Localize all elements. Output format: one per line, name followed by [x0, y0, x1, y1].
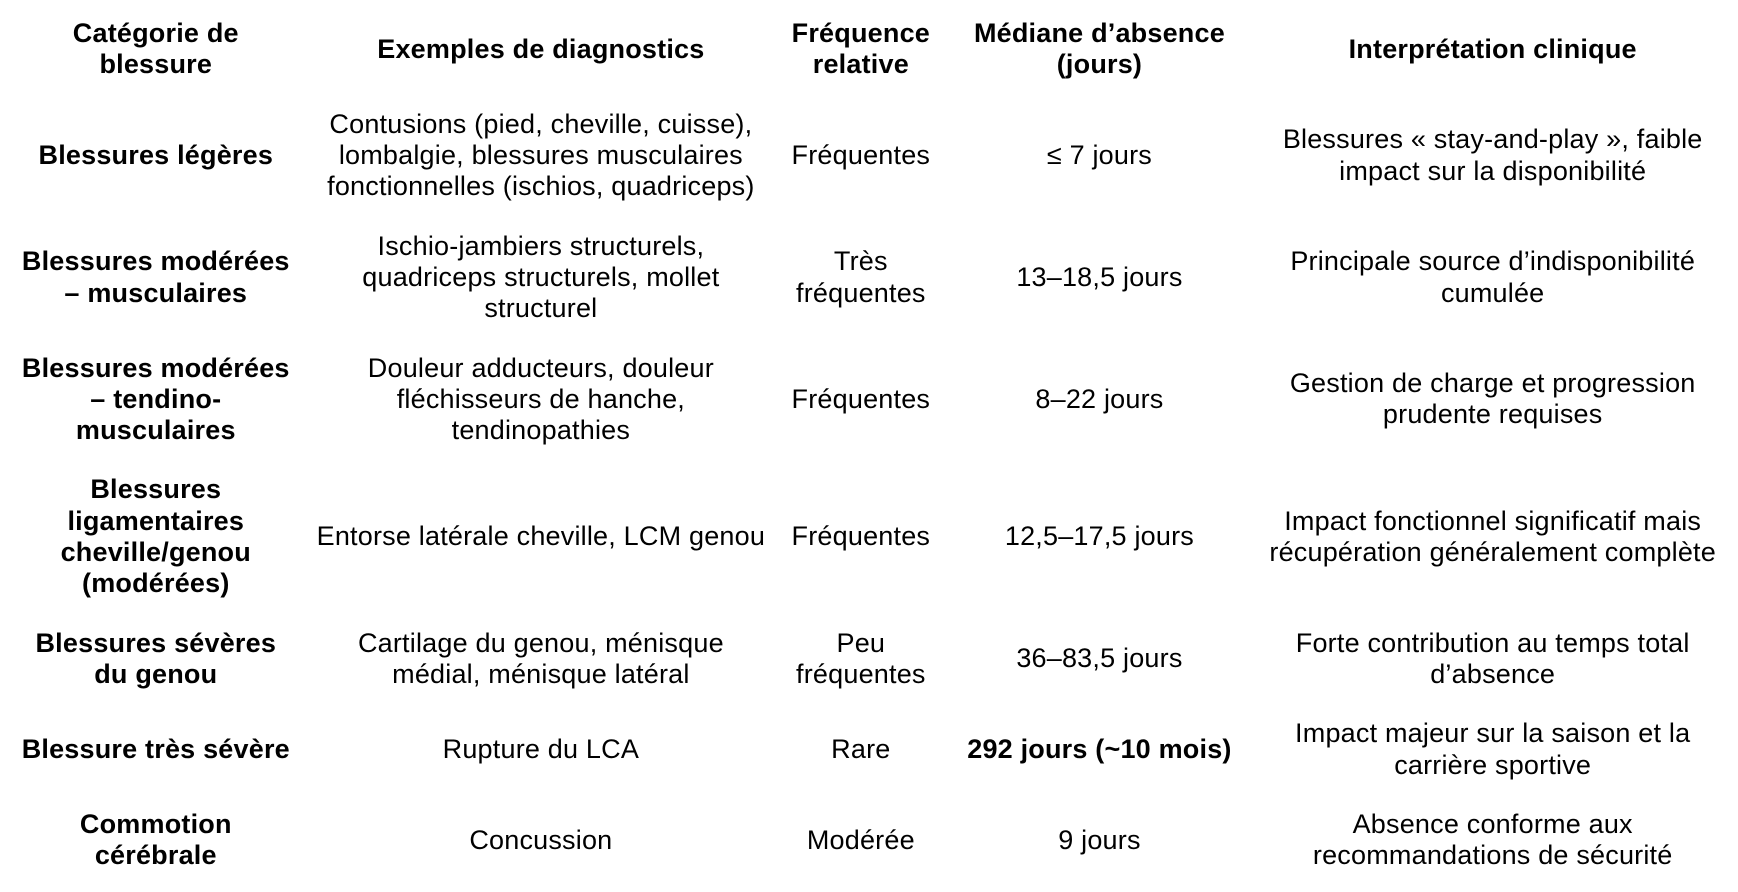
cell-median: 13–18,5 jours: [1016, 261, 1183, 292]
cell-diagnostics: Douleur adducteurs, douleur fléchisseurs de hanche, tendinopathies: [367, 352, 714, 446]
header-category: Catégorie de blessure: [72, 18, 239, 80]
cell-diagnostics: Ischio-jambiers structurels, quadriceps structurels, mollet structurel: [362, 230, 720, 324]
header-diagnostics: Exemples de diagnostics: [377, 33, 705, 64]
cell-category: Blessures sévères du genou: [35, 627, 277, 689]
cell-diagnostics: Entorse latérale cheville, LCM genou: [316, 521, 766, 552]
cell-frequency: Fréquentes: [791, 521, 931, 552]
table-row: [8, 339, 1730, 461]
header-interpretation: Interprétation clinique: [1348, 33, 1637, 64]
cell-interpretation: Blessures « stay-and-play », faible impact sur la disponibilité: [1282, 124, 1703, 186]
cell-median: 8–22 jours: [1035, 383, 1164, 414]
cell-interpretation: Gestion de charge et progression prudente requises: [1289, 368, 1696, 430]
injury-table: [8, 4, 1730, 886]
table-row: [8, 460, 1730, 613]
cell-interpretation: Impact majeur sur la saison et la carrière sportive: [1295, 718, 1691, 780]
cell-category: Blessure très sévère: [21, 733, 290, 764]
table-header-row: [8, 4, 1730, 95]
cell-category: Blessures modérées – tendino-musculaires: [21, 352, 290, 446]
cell-category: Blessures légères: [38, 139, 274, 170]
cell-frequency: Fréquentes: [791, 139, 931, 170]
cell-frequency: Très fréquentes: [796, 246, 926, 308]
cell-median: 12,5–17,5 jours: [1004, 521, 1194, 552]
cell-diagnostics: Concussion: [469, 824, 613, 855]
cell-interpretation: Absence conforme aux recommandations de sécurité: [1312, 808, 1673, 871]
cell-frequency: Modérée: [806, 824, 915, 855]
table-row: [8, 704, 1730, 795]
header-frequency: Fréquence relative: [791, 18, 930, 80]
cell-category: Blessures modérées – musculaires: [21, 246, 290, 308]
table-row: [8, 795, 1730, 886]
cell-category: Blessures ligamentaires cheville/genou (modérées): [60, 474, 251, 599]
table-row: [8, 614, 1730, 705]
cell-interpretation: Principale source d’indisponibilité cumulée: [1290, 246, 1696, 308]
cell-diagnostics: Cartilage du genou, ménisque médial, ménisque latéral: [357, 627, 724, 689]
cell-interpretation: Forte contribution au temps total d’absence: [1295, 627, 1690, 689]
cell-median: 36–83,5 jours: [1016, 643, 1183, 674]
cell-median: 9 jours: [1058, 824, 1141, 855]
cell-diagnostics: Contusions (pied, cheville, cuisse), lombalgie, blessures musculaires fonctionnelles (ischios, quadriceps): [327, 108, 755, 202]
cell-category: Commotion cérébrale: [79, 808, 232, 871]
cell-diagnostics: Rupture du LCA: [442, 733, 640, 764]
table-row: [8, 95, 1730, 217]
cell-frequency: Rare: [831, 733, 891, 764]
cell-frequency: Peu fréquentes: [796, 627, 926, 689]
table-row: [8, 217, 1730, 339]
cell-median: ≤ 7 jours: [1046, 139, 1153, 170]
cell-interpretation: Impact fonctionnel significatif mais récupération généralement complète: [1269, 505, 1716, 568]
cell-frequency: Fréquentes: [791, 383, 931, 414]
cell-median: 292 jours (~10 mois): [967, 733, 1232, 764]
header-median: Médiane d’absence (jours): [973, 18, 1225, 80]
